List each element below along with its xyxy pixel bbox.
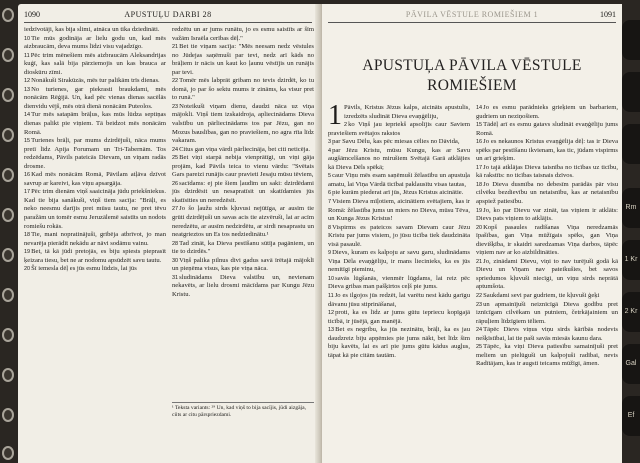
verse-text: redzētu un ar jums runātu, jo es esmu saistīts ar šīm važām Israēla cerības dēļ." xyxy=(172,26,314,42)
verse xyxy=(24,248,166,265)
header-rule xyxy=(328,22,616,23)
left-page xyxy=(18,4,318,463)
verse-text: Tie, mani nopratinājuši, gribēja atbrīvot, jo man nevarēja pierādīt nekādu ar nāvi sodāmu vainu. xyxy=(24,231,166,247)
verse-text: caur Viņu mēs esam saņēmuši žēlastību un apustuļa amatu, lai Viņa Vārdā ticībai paklausītu visas tautas, xyxy=(328,172,470,188)
verse-number: 21 xyxy=(476,258,483,265)
verse-number: 19 xyxy=(476,207,483,214)
verse-text: Vispirms es pateicos savam Dievam caur Jēzu Kristu par jums visiem, jo jūsu ticība tiek daudzināta visā pasaulē. xyxy=(328,223,470,248)
verse xyxy=(476,121,618,138)
verse xyxy=(172,180,314,206)
verse-number: 11 xyxy=(328,293,334,300)
verse-text: Tad zināt, ka Dieva pestīšanu sūtīja pagāniem, un tie to dzirdēs." xyxy=(172,239,314,256)
verse-number: 20 xyxy=(24,266,31,273)
verse xyxy=(328,249,470,275)
verse-number: 8 xyxy=(328,224,332,231)
verse-text: Citus gan viņa vārdi pārliecināja, bet citi neticēja. xyxy=(179,145,311,153)
verse-text: Dievs, kuram es kalpoju ar savu garu, sludinādams Viņa Dēla evaņģēliju, ir mans liecinieks, ka es jūs nemitīgi pieminu, xyxy=(328,249,470,274)
verse-text: Pēc trim mēnešiem mēs aizbraucām Aleksandrijas kuģī, kas salā bija pārziemojis un kas brauca ar dioskūru zīmi. xyxy=(24,51,166,76)
verse xyxy=(24,137,166,171)
verse-text: iedzīvotāji, kas bija slimi, atnāca un tika dziedināti. xyxy=(24,26,160,33)
verse-text: Jo šo ļaužu sirds kļuvusi nejūtīga, ar ausīm tie grūti dzirdējuši un savas acis tie aizvēruši, lai ar acīm neredzētu, ar ausīm nedzirdētu, ar sirdi nesaprastu un neatgrieztos un Es tos nedziedinātu.¹ xyxy=(172,205,314,239)
verse-text: Bet, tā kā jūdi pretojās, es biju spiests pieprasīt ķeizara tiesu, bet ne ar nodomu apsūdzēt savu tautu. xyxy=(24,248,166,264)
footnote-text: ¹ Teksta variants: ²⁹ Un, kad viņš to bija sacījis, jūdi aizgāja, ciits ar citu pārspriezdami. xyxy=(172,405,307,418)
verse xyxy=(24,111,166,137)
verse-number: 18 xyxy=(476,181,483,188)
chapter-number: 1 xyxy=(328,100,342,131)
verse-text: ko Viņš jau iepriekš apsolījis caur Saviem praviešiem svētajos rakstos xyxy=(328,121,470,137)
verse xyxy=(328,198,470,224)
verse-text: Jo es esmu parādnieks grieķiem un barbariem, gudriem un neziņošiem. xyxy=(476,104,618,120)
verse-number: 15 xyxy=(476,122,483,129)
book-title-line2: ROMIEŠIEM xyxy=(427,77,517,94)
verse-number: 23 xyxy=(172,103,179,110)
verse-text: sludinādams Dieva valstību un, nevienam nekavēts, ar lielu drosmi mācīdams par Kungu Jēzu Kristu. xyxy=(172,273,314,298)
verse xyxy=(328,138,470,147)
verse xyxy=(476,343,618,369)
verse-text: Jo, ko par Dievu var zināt, tas viņiem ir atklāts: Dievs pats viņiem to atklājis. xyxy=(476,206,618,223)
verse-number: 6 xyxy=(328,190,332,197)
verse-text: Kad mēs nonācām Romā, Pāvilam atļāva dzīvot savrup ar kareivi, kas viņu apsargāja. xyxy=(24,171,166,187)
verse-number: 10 xyxy=(24,35,31,42)
header-rule xyxy=(24,22,312,23)
verse-text: Visiem Dieva mīļotiem, aicinātiem svētajiem, kas ir Romā: žēlastība jums un miers no Dieva, mūsu Tēva, un Kunga Jēzus Kristus! xyxy=(328,198,470,223)
verse xyxy=(24,26,166,35)
left-running-head: APUSTUĻU DARBI 28 xyxy=(124,10,212,19)
verse-number: 14 xyxy=(24,112,31,119)
verse xyxy=(328,309,470,326)
ring-icon xyxy=(2,208,14,222)
verse-number: 28 xyxy=(172,240,179,247)
verse xyxy=(24,86,166,112)
ring-icon xyxy=(2,368,14,382)
verse-number: 9 xyxy=(328,250,332,257)
tab-ef[interactable]: Ef xyxy=(622,396,640,436)
verse-number: 11 xyxy=(24,52,30,59)
verse-number: 24 xyxy=(476,327,483,334)
verse xyxy=(328,326,470,360)
verse-number: 26 xyxy=(172,180,179,187)
verse-text: Saukdami sevi par gudriem, tie kļuvuši ģeķi xyxy=(483,292,600,300)
verse-number: 13 xyxy=(328,327,335,334)
verse xyxy=(24,265,166,274)
left-column-a xyxy=(24,26,166,274)
ring-icon xyxy=(2,168,14,182)
right-page xyxy=(322,4,622,463)
verse-number: 3 xyxy=(328,139,332,146)
verse xyxy=(172,146,314,155)
tab-blank[interactable] xyxy=(622,20,640,60)
verse-text: Jo, zinādami Dievu, viņi to nav turējuši godā kā Dievu un Viņam nav pateikušies, bet savos spriedumos kļuvuši niecīgi, un viņu sirds neprātā aptumšota. xyxy=(476,257,618,291)
book-title-line1: APUSTUĻA PĀVILA VĒSTULE xyxy=(362,57,582,74)
verse-text: Jo es ilgojos jūs redzēt, lai varētu nest kādu garīgu dāvanu jūsu stiprināšanai, xyxy=(328,292,470,308)
verse-text: Pāvils, Kristus Jēzus kalps, aicināts apustulis, izredzēts sludināt Dieva evaņģēliju, xyxy=(344,104,470,120)
tab-1kr[interactable]: 1 Kr xyxy=(622,240,640,280)
verse-number: 15 xyxy=(24,138,31,145)
verse xyxy=(24,188,166,231)
ring-icon xyxy=(2,446,14,460)
right-page-header xyxy=(328,10,616,22)
verse-text: Pēc trim dienām viņš saaicināja jūdu priekšniekus. Kad tie bija sanākuši, viņš tiem sacīja: "Brāļi, es neko neesmu darījis pret mūsu tautu, ne pret tēvu paražām un tomēr esmu Jeruzālemē saistīts un nodots romiešu rokās. xyxy=(24,188,166,230)
left-page-header xyxy=(24,10,312,22)
verse xyxy=(476,138,618,164)
verse-text: Kopš pasaules radīšanas Viņa neredzamās īpašības, gan Viņa mūžīgais spēks, gan Viņa dievišķība, ir skaidri saredzamas Viņa darbos, tāpēc viņiem nav ar ko aizbildināties. xyxy=(476,223,618,257)
verse xyxy=(476,258,618,292)
verse-text: sacīdams: ej pie šiem ļaudīm un saki: dzirdēdami jūs dzirdēsit un nesapratīsit un skatīdamies jūs skatīsities un neredzēsit. xyxy=(172,179,314,204)
verse xyxy=(328,275,470,292)
verse xyxy=(172,257,314,274)
verse-number: 4 xyxy=(328,147,332,154)
verse-number: 25 xyxy=(172,155,179,162)
verse-number: 31 xyxy=(172,274,179,281)
verse xyxy=(476,292,618,301)
verse-number: 19 xyxy=(24,249,31,256)
left-text-columns xyxy=(24,26,312,461)
verse-text: savās lūgšanās, vienmēr lūgdams, lai reiz pēc Dieva gribas man pašķirtos ceļš pie jums. xyxy=(328,274,470,291)
ring-icon xyxy=(2,328,14,342)
verse-number: 13 xyxy=(24,86,31,93)
verse-number: 5 xyxy=(328,173,332,180)
verse-text: Nonākuši Sirakūzās, mēs tur palikām trīs dienas. xyxy=(31,77,160,85)
verse-number: 23 xyxy=(476,301,483,308)
verse-number: 22 xyxy=(172,78,179,85)
verse-number: 24 xyxy=(172,146,179,153)
verse-number: 25 xyxy=(476,344,483,351)
verse-text: un apmainījuši neiznīcīgā Dieva godību pret iznīcīgam cilvēkam un putniem, četrkājainiem un rāpuļiem līdzīgiem tēliem. xyxy=(476,300,618,325)
verse xyxy=(172,77,314,103)
verse xyxy=(476,224,618,258)
verse-number: 12 xyxy=(24,78,31,85)
verse-text: Jo es nekaunos Kristus evaņģēlija dēļ: tas ir Dieva spēks par pestīšanu ikvienam, kas tic, jūdam vispirms un arī grieķim. xyxy=(476,138,618,163)
verse-text: Tomēr mēs labprāt gribam no tevis dzirdēt, ko tu domā, jo par šo sektu mums ir zināms, ka visur pret to runā." xyxy=(172,77,314,102)
verse-text: Tādēļ arī es esmu gatavs sludināt evaņģēliju jums Romā. xyxy=(476,121,618,137)
verse xyxy=(172,154,314,180)
verse-number: 21 xyxy=(172,44,179,51)
ring-icon xyxy=(2,408,14,422)
verse xyxy=(172,103,314,146)
thumb-index-tabs xyxy=(622,0,640,463)
verse-text: par Jēzu Kristu, mūsu Kungu, kas ar Savu augšāmcelšanos no mirušiem Svētajā Garā atklājies kā Dieva Dēls spēkā; xyxy=(328,146,470,171)
ring-icon xyxy=(2,48,14,62)
verse-text: Jo tajā atklājas Dieva taisnība no ticības uz ticību, kā rakstīts: no ticības taisnais dzīvos. xyxy=(476,163,618,180)
verse-number: 12 xyxy=(328,310,335,317)
tab-blank[interactable] xyxy=(622,72,640,112)
tab-rm[interactable]: Rm xyxy=(622,188,640,228)
tab-gal[interactable]: Gal xyxy=(622,344,640,384)
verse xyxy=(328,224,470,250)
verse xyxy=(172,274,314,300)
right-running-head: PĀVILA VĒSTULE ROMIEŠIEM 1 xyxy=(405,10,539,19)
verse-number: 20 xyxy=(476,224,483,231)
right-page-number: 1091 xyxy=(600,10,616,19)
verse-number: 16 xyxy=(24,172,31,179)
ring-icon xyxy=(2,248,14,262)
right-column-b xyxy=(476,104,618,369)
verse-text: Viņš palika pilnus divi gadus savā īrētajā mājoklī un pieņēma visus, kas pie viņa nāca. xyxy=(172,256,314,273)
verse-number: 27 xyxy=(172,206,179,213)
verse xyxy=(172,26,314,43)
verse xyxy=(476,301,618,327)
verse-text: Tāpēc, ka viņi Dieva patiesību samainījuši pret meliem un pielūguši un kalpojuši radībai, nevis Radītājam, kas ir augsti teicams mūžīgi, āmen. xyxy=(476,343,618,368)
ring-icon xyxy=(2,288,14,302)
verse-number: 10 xyxy=(328,275,335,282)
verse xyxy=(24,231,166,248)
verse-number: 18 xyxy=(24,232,31,239)
verse-number: 7 xyxy=(328,199,332,206)
verse-number: 14 xyxy=(476,105,483,111)
verse-text: par Savu Dēlu, kas pēc miesas cēlies no Dāvida, xyxy=(332,138,460,146)
verse xyxy=(24,171,166,188)
verse-number: 30 xyxy=(172,257,179,264)
verse xyxy=(172,240,314,257)
verse xyxy=(24,35,166,52)
verse xyxy=(476,207,618,224)
verse-text: Šī iemesla dēļ es jūs esmu lūdzis, lai jūs xyxy=(31,265,137,273)
verse-number: 16 xyxy=(476,139,483,146)
verse xyxy=(172,43,314,77)
verse xyxy=(328,172,470,189)
verse-text: pie kurām piederat arī jūs, Jēzus Kristus aicinātie. xyxy=(332,189,464,197)
verse-text: Bet es negribu, ka jūs nezinātu, brāļi, ka es jau daudzreiz biju apņēmies pie jums nākt, bet līdz šim biju kavēts, lai es arī pie jums gūtu kādus augļus, tāpat kā pie citām tautām. xyxy=(328,326,470,359)
verse-number: 2 xyxy=(344,122,348,129)
ring-icon xyxy=(2,8,14,22)
footnote xyxy=(172,402,314,419)
verse-text: Bet viņi starpā nebija vienprātīgi, un viņi gāja projām, kad Pāvils teica to vienu vārdu: "Svētais Gars pareizi runājis caur pravieti Jesaju mūsu tēviem, xyxy=(172,154,314,179)
verse xyxy=(328,121,470,138)
book-title xyxy=(328,56,616,96)
verse-text: No turienes, gar piekrasti braukdami, mēs nonācām Rēģijā. Un, kad pēc vienas dienas sacēlās dienvidu vējš, mēs otrā dienā nonācām Puteolos. xyxy=(24,85,166,110)
verse-text: Jo Dieva dusmība no debesīm parādās pār visu cilvēku bezdievību un netaisnību, kas ar netaisnību apspiež patiesību. xyxy=(476,180,618,206)
verse xyxy=(476,104,618,121)
verse-text: Bet tie viņam sacīja: "Mēs neesam nedz vēstules no Jūdejas saņēmuši par tevi, nedz arī kāds no brāļiem ir nācis un kaut ko ļaunu vēstījis un runājis par tevi. xyxy=(172,43,314,76)
tab-blank[interactable] xyxy=(622,124,640,164)
verse xyxy=(476,181,618,207)
verse-text: Tur mēs satapām brāļus, kas mūs lūdza septiņas dienas palikt pie viņiem. Tā beidzot mēs nonācām Romā. xyxy=(24,111,166,136)
verse xyxy=(328,292,470,309)
verse xyxy=(172,205,314,239)
verse xyxy=(476,164,618,181)
binder-rings xyxy=(0,0,18,463)
verse-text: proti, ka es līdz ar jums gūtu iepriecu kopīgajā ticībā, ir jūsējā, gan manējā. xyxy=(328,309,470,325)
verse xyxy=(24,77,166,86)
verse xyxy=(328,147,470,173)
tab-2kr[interactable]: 2 Kr xyxy=(622,292,640,332)
verse-number: 17 xyxy=(476,164,483,171)
verse-number: 17 xyxy=(24,189,31,196)
verse-text: Noteikuši viņam dienu, daudzi nāca uz viņa mājokli. Viņš tiem izskaidroja, apliecinādams Dieva valstību un pārliecinādams tos par Jēzu, gan no Mozus bauslības, gan no praviešiem, no agra rīta līdz vakaram. xyxy=(172,102,314,145)
verse xyxy=(24,52,166,78)
ring-icon xyxy=(2,128,14,142)
verse-number: 22 xyxy=(476,293,483,300)
verse-text: Turienes brāļi, par mums dzirdējuši, nāca mums pretī līdz Apija Forumam un Tri-Tabernām. Tos redzēdams, Pāvils pateicās Dievam, un viņam radās drosme. xyxy=(24,137,166,170)
ring-icon xyxy=(2,88,14,102)
verse xyxy=(328,189,470,198)
verse xyxy=(476,326,618,343)
verse-text: Tie mūs godināja ar lielu godu un, kad mēs aizbraucām, deva mums līdzi visu vajadzīgo. xyxy=(24,34,166,51)
right-text-columns xyxy=(328,100,618,461)
verse-text: Tāpēc Dievs viņus viņu sirds kārībās nodevis nešķīstībai, lai tie paši savās miesās kaunu dara. xyxy=(476,326,618,342)
right-column-a xyxy=(328,100,470,360)
left-column-b xyxy=(172,26,314,300)
left-page-number: 1090 xyxy=(24,10,40,19)
